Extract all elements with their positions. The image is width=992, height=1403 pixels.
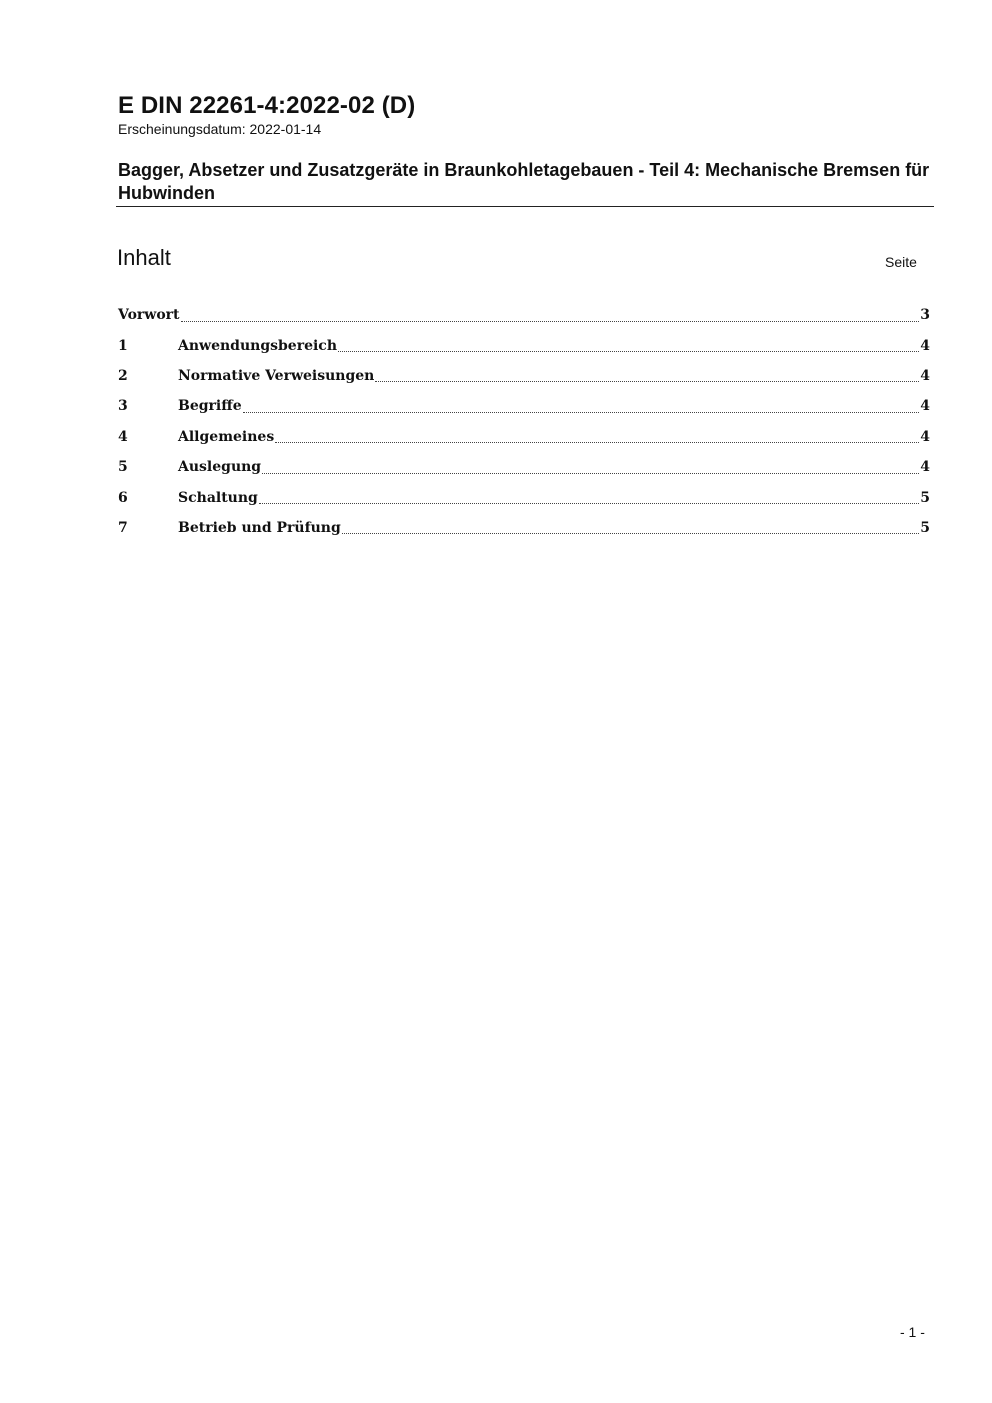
- toc-entry-auslegung[interactable]: [118, 452, 930, 482]
- toc-entry-anwendungsbereich[interactable]: [118, 330, 930, 360]
- toc-entry-label: Schaltung: [178, 489, 258, 506]
- document-title: Bagger, Absetzer und Zusatzgeräte in Braunkohletagebauen - Teil 4: Mechanische Bremsen für Hubwinden: [118, 160, 930, 203]
- toc-dot-leader: [259, 503, 919, 504]
- toc-entry-allgemeines[interactable]: [118, 422, 930, 452]
- toc-entry-page: 4: [920, 337, 930, 354]
- toc-entry-label: Auslegung: [178, 459, 262, 476]
- toc-entry-label: Betrieb und Prüfung: [178, 519, 341, 536]
- toc-entry-number: 6: [118, 489, 128, 506]
- toc-entry-number: 3: [118, 398, 128, 415]
- toc-heading: Inhalt: [117, 245, 171, 270]
- toc-entry-number: 5: [118, 459, 128, 476]
- toc-entry-begriffe[interactable]: [118, 391, 930, 421]
- toc-entry-label: Normative Verweisungen: [178, 367, 375, 384]
- toc-page-column-label: Seite: [885, 254, 917, 270]
- publication-date: Erscheinungsdatum: 2022-01-14: [118, 121, 322, 137]
- toc-entry-number: 7: [118, 519, 128, 536]
- toc-dot-leader: [375, 381, 919, 382]
- toc-entry-page: 4: [920, 459, 930, 476]
- toc-entry-number: 2: [118, 367, 128, 384]
- toc-entry-schaltung[interactable]: [118, 482, 930, 512]
- toc-dot-leader: [338, 351, 919, 352]
- toc-entry-label: Anwendungsbereich: [178, 337, 337, 354]
- toc-entry-page: 4: [920, 367, 930, 384]
- toc-entry-vorwort[interactable]: [118, 300, 930, 330]
- toc-dot-leader: [275, 442, 919, 443]
- toc-entry-normative-verweisungen[interactable]: [118, 361, 930, 391]
- toc-dot-leader: [243, 412, 920, 413]
- toc-entry-page: 3: [920, 307, 930, 324]
- toc-entry-page: 5: [920, 519, 930, 536]
- page-number: - 1 -: [900, 1324, 925, 1340]
- toc-entry-number: 1: [118, 337, 128, 354]
- toc-entry-label: Allgemeines: [178, 428, 275, 445]
- toc-entry-page: 4: [920, 398, 930, 415]
- toc-dot-leader: [342, 533, 920, 534]
- document-id: E DIN 22261-4:2022-02 (D): [118, 92, 416, 119]
- toc-entry-betrieb-und-pruefung[interactable]: [118, 513, 930, 543]
- table-of-contents: [118, 300, 930, 543]
- toc-dot-leader: [181, 321, 920, 322]
- toc-entry-label: Vorwort: [118, 307, 180, 324]
- toc-entry-label: Begriffe: [178, 398, 242, 415]
- toc-entry-number: 4: [118, 428, 128, 445]
- title-divider: [116, 206, 934, 207]
- toc-entry-page: 5: [920, 489, 930, 506]
- toc-dot-leader: [262, 473, 919, 474]
- toc-entry-page: 4: [920, 428, 930, 445]
